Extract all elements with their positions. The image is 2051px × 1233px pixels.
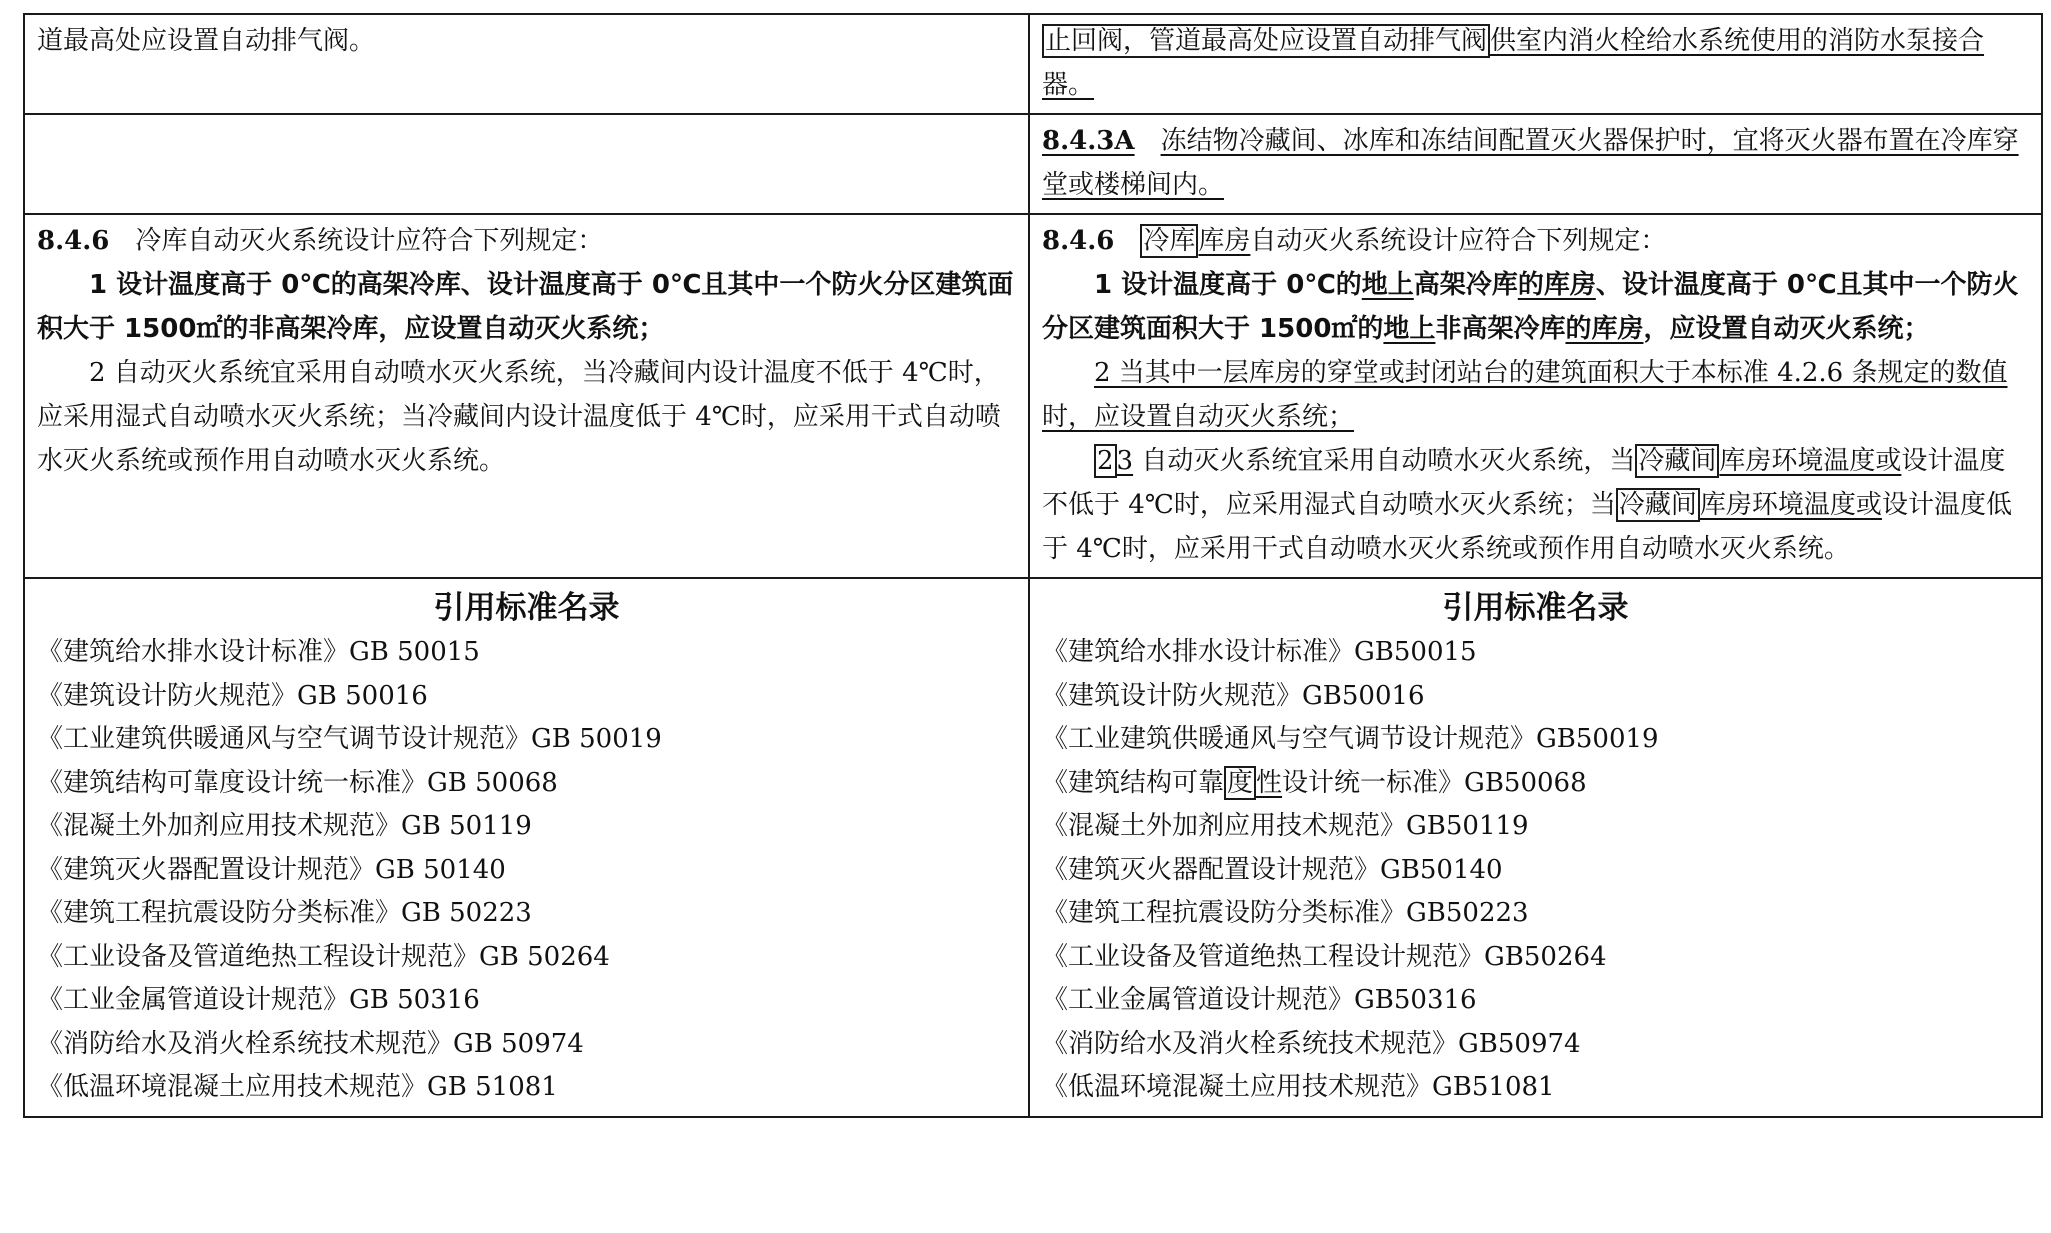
table-row (24, 14, 2042, 114)
list-item: 《建筑设计防火规范》GB50016 (1042, 680, 1425, 711)
text-segment: 自动灭火系统宜采用自动喷水灭火系统，当 (1133, 446, 1636, 476)
cell-original (24, 578, 1029, 1117)
added-text: 库房 (1198, 226, 1251, 256)
deleted-text: 冷藏间 (1635, 444, 1719, 478)
cell-original (24, 14, 1029, 114)
table-row (24, 114, 2042, 214)
list-item: 《建筑设计防火规范》GB 50016 (37, 680, 428, 711)
text-segment: 《建筑结构可靠 (1042, 767, 1225, 798)
deleted-text: 冷库 (1140, 224, 1198, 258)
cell-revised (1029, 214, 2042, 578)
references-title: 引用标准名录 (433, 590, 620, 626)
cell-revised (1029, 114, 2042, 214)
added-text: 的库房 (1565, 314, 1644, 344)
added-text: 地上 (1383, 314, 1436, 344)
text-segment: 非高架冷库 (1435, 314, 1566, 344)
list-item: 《工业建筑供暖通风与空气调节设计规范》GB 50019 (37, 724, 662, 754)
list-item: 《低温环境混凝土应用技术规范》GB 51081 (37, 1072, 558, 1102)
clause-intro: 自动灭火系统设计应符合下列规定： (1250, 226, 1667, 256)
list-item: 《建筑结构可靠度设计统一标准》GB 50068 (37, 767, 558, 798)
clause-item-2: 2 自动灭火系统宜采用自动喷水灭火系统，当冷藏间内设计温度不低于 4℃时，应采用湿式自动喷水灭火系统；当冷藏间内设计温度低于 4℃时，应采用干式自动喷水灭火系统或预作用自动喷水灭火系统。 (37, 358, 1001, 476)
added-text: 供室内消火栓给水系统使用的消防水泵接合器。 (1042, 26, 1985, 100)
text-segment: 设计统一标准》GB50068 (1282, 767, 1587, 798)
list-item: 《建筑灭火器配置设计规范》GB50140 (1042, 854, 1503, 885)
clause-number: 8.4.6 (37, 226, 110, 256)
list-item: 《低温环境混凝土应用技术规范》GB51081 (1042, 1072, 1555, 1102)
cell-revised (1029, 578, 2042, 1117)
table-row (24, 214, 2042, 578)
clause-text: 冻结物冷藏间、冰库和冻结间配置灭火器保护时，宜将灭火器布置在冷库穿堂或楼梯间内。 (1042, 126, 2019, 200)
list-item: 《建筑灭火器配置设计规范》GB 50140 (37, 854, 506, 885)
comparison-table (23, 13, 2043, 1118)
added-text: 2 当其中一层库房的穿堂或封闭站台的建筑面积大于本标准 4.2.6 条规定的数值时，应设置自动灭火系统； (1042, 358, 2008, 432)
original-text: 道最高处应设置自动排气阀。 (37, 26, 376, 56)
list-item: 《建筑工程抗震设防分类标准》GB 50223 (37, 898, 532, 928)
clause-item-3 (1042, 439, 2029, 571)
list-item: 《工业建筑供暖通风与空气调节设计规范》GB50019 (1042, 724, 1659, 754)
clause-item-2 (1042, 351, 2029, 439)
added-text: 库房环境温度或 (1719, 446, 1902, 476)
table-row (24, 578, 2042, 1117)
list-item: 《消防给水及消火栓系统技术规范》GB50974 (1042, 1028, 1581, 1059)
added-text: 库房环境温度或 (1699, 490, 1882, 520)
deleted-text: 冷藏间 (1616, 488, 1700, 522)
references-list (1042, 631, 2029, 1110)
list-item: 《工业金属管道设计规范》GB 50316 (37, 985, 480, 1015)
clause-number: 8.4.3A (1042, 126, 1135, 156)
cell-original (24, 214, 1029, 578)
text-segment: 设计温度不低于 4℃时，应采用湿式自动喷水灭火系统；当 (1042, 446, 2006, 520)
list-item (1042, 762, 2029, 806)
added-text: 性 (1256, 767, 1283, 798)
added-text: 地上 (1361, 270, 1414, 300)
clause-number: 8.4.6 (1042, 226, 1115, 256)
clause-item-1 (1042, 263, 2029, 351)
deleted-text: 度 (1224, 766, 1256, 800)
deleted-text: 2 (1094, 444, 1117, 478)
list-item: 《工业金属管道设计规范》GB50316 (1042, 985, 1477, 1015)
list-item: 《混凝土外加剂应用技术规范》GB 50119 (37, 811, 532, 841)
clause-intro: 冷库自动灭火系统设计应符合下列规定： (135, 226, 604, 256)
list-item: 《建筑给水排水设计标准》GB50015 (1042, 637, 1477, 667)
cell-original (24, 114, 1029, 214)
added-clause (1042, 126, 2019, 200)
list-item: 《建筑给水排水设计标准》GB 50015 (37, 637, 480, 667)
text-segment: 设计温度低于 4℃时，应采用干式自动喷水灭火系统或预作用自动喷水灭火系统。 (1042, 490, 2012, 564)
list-item: 《混凝土外加剂应用技术规范》GB50119 (1042, 811, 1529, 841)
cell-revised (1029, 14, 2042, 114)
added-text: 3 (1116, 446, 1134, 476)
list-item: 《消防给水及消火栓系统技术规范》GB 50974 (37, 1028, 584, 1059)
references-list (37, 631, 1016, 1110)
list-item: 《工业设备及管道绝热工程设计规范》GB50264 (1042, 941, 1607, 972)
list-item: 《工业设备及管道绝热工程设计规范》GB 50264 (37, 941, 610, 972)
text-segment: 、设计温度高于 0℃且其中一个防火分区建筑面积大于 1500㎡的 (1042, 270, 2019, 344)
text-segment: 高架冷库 (1413, 270, 1518, 300)
added-text: 的库房 (1517, 270, 1596, 300)
list-item: 《建筑工程抗震设防分类标准》GB50223 (1042, 898, 1529, 928)
clause-item-1: 1 设计温度高于 0℃的高架冷库、设计温度高于 0℃且其中一个防火分区建筑面积大于 1500㎡的非高架冷库，应设置自动灭火系统； (37, 270, 1014, 344)
text-segment: ，应设置自动灭火系统； (1643, 314, 1930, 344)
references-title: 引用标准名录 (1442, 590, 1629, 626)
deleted-text: 止回阀，管道最高处应设置自动排气阀 (1042, 24, 1490, 58)
text-segment: 1 设计温度高于 0℃的 (1094, 270, 1362, 300)
